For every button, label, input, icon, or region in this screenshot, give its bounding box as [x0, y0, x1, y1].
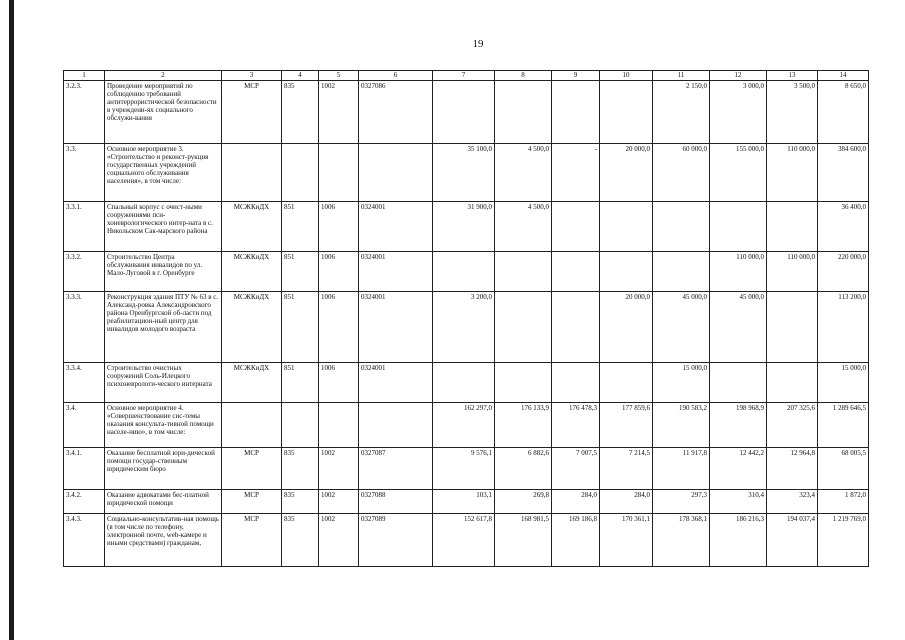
column-header: 6: [359, 71, 433, 81]
row-code-gu: 851: [282, 363, 319, 403]
row-value: 176 478,3: [552, 403, 600, 448]
row-value: [767, 292, 818, 363]
row-code-gu: 835: [282, 81, 319, 144]
row-code-article: 0327086: [359, 81, 433, 144]
row-value: [552, 81, 600, 144]
row-value: 207 325,6: [767, 403, 818, 448]
table-row: [64, 363, 869, 403]
row-value: [767, 202, 818, 252]
row-value: 170 361,1: [600, 514, 653, 567]
table-row: [64, 81, 869, 144]
row-value: 45 000,0: [710, 292, 767, 363]
row-number: 3.4.: [64, 403, 105, 448]
row-value: 103,1: [433, 490, 495, 514]
row-value: 3 500,0: [767, 81, 818, 144]
table-row: [64, 490, 869, 514]
row-code-article: 0327087: [359, 448, 433, 490]
row-total: 220 000,0: [818, 252, 869, 292]
row-value: [495, 363, 552, 403]
row-total: 1 219 769,0: [818, 514, 869, 567]
row-value: 7 007,5: [552, 448, 600, 490]
row-name: Строительство Центра обслуживания инвалидов по ул. Мало-Луговой в г. Оренбурге: [105, 252, 222, 292]
row-total: 1 289 646,5: [818, 403, 869, 448]
row-value: [495, 252, 552, 292]
row-value: 20 000,0: [600, 144, 653, 202]
row-code-section: 1002: [319, 514, 359, 567]
row-name: Проведение мероприятий по соблюдению требований антитеррористической безопасности в учреждени-ях социального обслужи-вания: [105, 81, 222, 144]
row-value: [710, 363, 767, 403]
row-value: [552, 252, 600, 292]
row-value: [433, 252, 495, 292]
row-total: 1 872,0: [818, 490, 869, 514]
table-row: [64, 403, 869, 448]
row-value: [600, 252, 653, 292]
row-executor: МСЖКиДХ: [222, 252, 282, 292]
row-value: 2 150,0: [653, 81, 710, 144]
row-value: 186 216,3: [710, 514, 767, 567]
row-value: 284,0: [552, 490, 600, 514]
column-header: 9: [552, 71, 600, 81]
row-name: Социально-консультатив-ная помощь (в том числе по телефону, электронной почте, web-камере и иными средствами) гражданам,: [105, 514, 222, 567]
row-value: 310,4: [710, 490, 767, 514]
row-number: 3.4.1.: [64, 448, 105, 490]
row-number: 3.2.3.: [64, 81, 105, 144]
table-row: [64, 252, 869, 292]
row-value: 284,0: [600, 490, 653, 514]
row-executor: МСР: [222, 448, 282, 490]
row-value: 3 200,0: [433, 292, 495, 363]
row-code-article: 0324001: [359, 202, 433, 252]
row-value: 162 297,0: [433, 403, 495, 448]
row-name: Основное мероприятие 3. «Строительство и реконст-рукция государственных учреждений социального обслуживания населения», в том числе:: [105, 144, 222, 202]
column-header: 5: [319, 71, 359, 81]
row-name: Спальный корпус с очист-ными сооружениями пси-хоневрологического интер-ната в с. Никольском Сак-марского района: [105, 202, 222, 252]
row-code-section: 1006: [319, 363, 359, 403]
row-total: 15 000,0: [818, 363, 869, 403]
row-code-section: 1006: [319, 202, 359, 252]
row-total: 384 600,0: [818, 144, 869, 202]
row-name: Строительство очистных сооружений Соль-Илецкого психоневрологи-ческого интерната: [105, 363, 222, 403]
row-executor: [222, 144, 282, 202]
row-code-article: 0324001: [359, 363, 433, 403]
row-value: 9 576,1: [433, 448, 495, 490]
column-number-row: [64, 71, 869, 81]
table-row: [64, 144, 869, 202]
table-row: [64, 448, 869, 490]
row-code-gu: 851: [282, 202, 319, 252]
column-header: 13: [767, 71, 818, 81]
row-value: [767, 363, 818, 403]
scan-edge-bar: [9, 0, 14, 640]
row-value: 168 981,5: [495, 514, 552, 567]
column-header: 10: [600, 71, 653, 81]
row-value: 323,4: [767, 490, 818, 514]
column-header: 11: [653, 71, 710, 81]
row-value: 6 882,6: [495, 448, 552, 490]
row-value: [600, 81, 653, 144]
page-number: 19: [472, 38, 484, 50]
row-code-gu: 835: [282, 448, 319, 490]
row-value: [433, 81, 495, 144]
column-header: 12: [710, 71, 767, 81]
row-value: 194 037,4: [767, 514, 818, 567]
row-value: 297,3: [653, 490, 710, 514]
row-value: 178 368,1: [653, 514, 710, 567]
row-value: 35 100,0: [433, 144, 495, 202]
column-header: 3: [222, 71, 282, 81]
row-value: 190 583,2: [653, 403, 710, 448]
row-number: 3.3.1.: [64, 202, 105, 252]
column-header: 2: [105, 71, 222, 81]
row-executor: МСЖКиДХ: [222, 363, 282, 403]
row-value: 31 900,0: [433, 202, 495, 252]
row-value: [600, 363, 653, 403]
row-code-section: [319, 144, 359, 202]
row-value: 15 000,0: [653, 363, 710, 403]
row-number: 3.4.3.: [64, 514, 105, 567]
row-code-gu: 835: [282, 514, 319, 567]
row-value: [600, 202, 653, 252]
row-value: 110 000,0: [710, 252, 767, 292]
row-executor: МСР: [222, 514, 282, 567]
row-value: [552, 363, 600, 403]
row-total: 8 650,0: [818, 81, 869, 144]
row-value: [552, 202, 600, 252]
row-value: [495, 292, 552, 363]
row-name: Оказание бесплатной юри-дической помощи государ-ственным юридическим бюро: [105, 448, 222, 490]
column-header: 1: [64, 71, 105, 81]
row-number: 3.3.4.: [64, 363, 105, 403]
row-code-gu: [282, 403, 319, 448]
row-name: Основное мероприятие 4. «Совершенствование сис-темы оказания консульта-тивной помощи населе-нию», в том числе:: [105, 403, 222, 448]
row-total: 113 200,0: [818, 292, 869, 363]
row-code-section: 1002: [319, 490, 359, 514]
row-code-gu: [282, 144, 319, 202]
row-executor: [222, 403, 282, 448]
row-code-article: 0327089: [359, 514, 433, 567]
row-value: [710, 202, 767, 252]
table-row: [64, 292, 869, 363]
row-executor: МСР: [222, 81, 282, 144]
row-value: [495, 81, 552, 144]
budget-table-body: [64, 81, 869, 567]
row-value: [433, 363, 495, 403]
row-number: 3.3.3.: [64, 292, 105, 363]
row-value: 4 500,0: [495, 144, 552, 202]
row-code-article: [359, 144, 433, 202]
row-name: Оказание адвокатами бес-платной юридической помощи: [105, 490, 222, 514]
row-value: 269,8: [495, 490, 552, 514]
row-value: 12 964,8: [767, 448, 818, 490]
row-value: 20 000,0: [600, 292, 653, 363]
row-value: [552, 292, 600, 363]
row-total: 36 400,0: [818, 202, 869, 252]
row-code-gu: 835: [282, 490, 319, 514]
row-number: 3.3.: [64, 144, 105, 202]
row-value: 198 968,9: [710, 403, 767, 448]
row-value: [653, 252, 710, 292]
row-code-article: 0324001: [359, 252, 433, 292]
row-value: 12 442,2: [710, 448, 767, 490]
column-header: 4: [282, 71, 319, 81]
row-code-section: 1002: [319, 448, 359, 490]
row-name: Реконструкция здания ПТУ № 63 в с. Александ-ровка Александровского района Оренбургской об-ласти под реабилитацион-ный центр для инвалидов молодого возраста: [105, 292, 222, 363]
row-value: 152 617,8: [433, 514, 495, 567]
row-code-section: [319, 403, 359, 448]
table-row: [64, 514, 869, 567]
row-value: 60 000,0: [653, 144, 710, 202]
column-header: 14: [818, 71, 869, 81]
row-value: 110 000,0: [767, 144, 818, 202]
row-value: 155 000,0: [710, 144, 767, 202]
row-value: 110 000,0: [767, 252, 818, 292]
row-code-article: 0324001: [359, 292, 433, 363]
row-code-article: 0327088: [359, 490, 433, 514]
row-code-article: [359, 403, 433, 448]
row-value: 45 000,0: [653, 292, 710, 363]
row-code-section: 1006: [319, 292, 359, 363]
row-value: -: [552, 144, 600, 202]
row-total: 68 005,5: [818, 448, 869, 490]
row-value: 169 186,8: [552, 514, 600, 567]
row-code-gu: 851: [282, 252, 319, 292]
row-value: 4 500,0: [495, 202, 552, 252]
row-value: 11 917,8: [653, 448, 710, 490]
row-code-section: 1002: [319, 81, 359, 144]
row-executor: МСЖКиДХ: [222, 292, 282, 363]
row-value: [653, 202, 710, 252]
row-value: 3 000,0: [710, 81, 767, 144]
row-code-gu: 851: [282, 292, 319, 363]
row-code-section: 1006: [319, 252, 359, 292]
row-number: 3.3.2.: [64, 252, 105, 292]
budget-table: [63, 70, 869, 567]
row-value: 176 133,9: [495, 403, 552, 448]
row-value: 7 214,5: [600, 448, 653, 490]
row-executor: МСЖКиДХ: [222, 202, 282, 252]
column-header: 8: [495, 71, 552, 81]
column-header: 7: [433, 71, 495, 81]
table-row: [64, 202, 869, 252]
row-number: 3.4.2.: [64, 490, 105, 514]
row-executor: МСР: [222, 490, 282, 514]
row-value: 177 859,6: [600, 403, 653, 448]
